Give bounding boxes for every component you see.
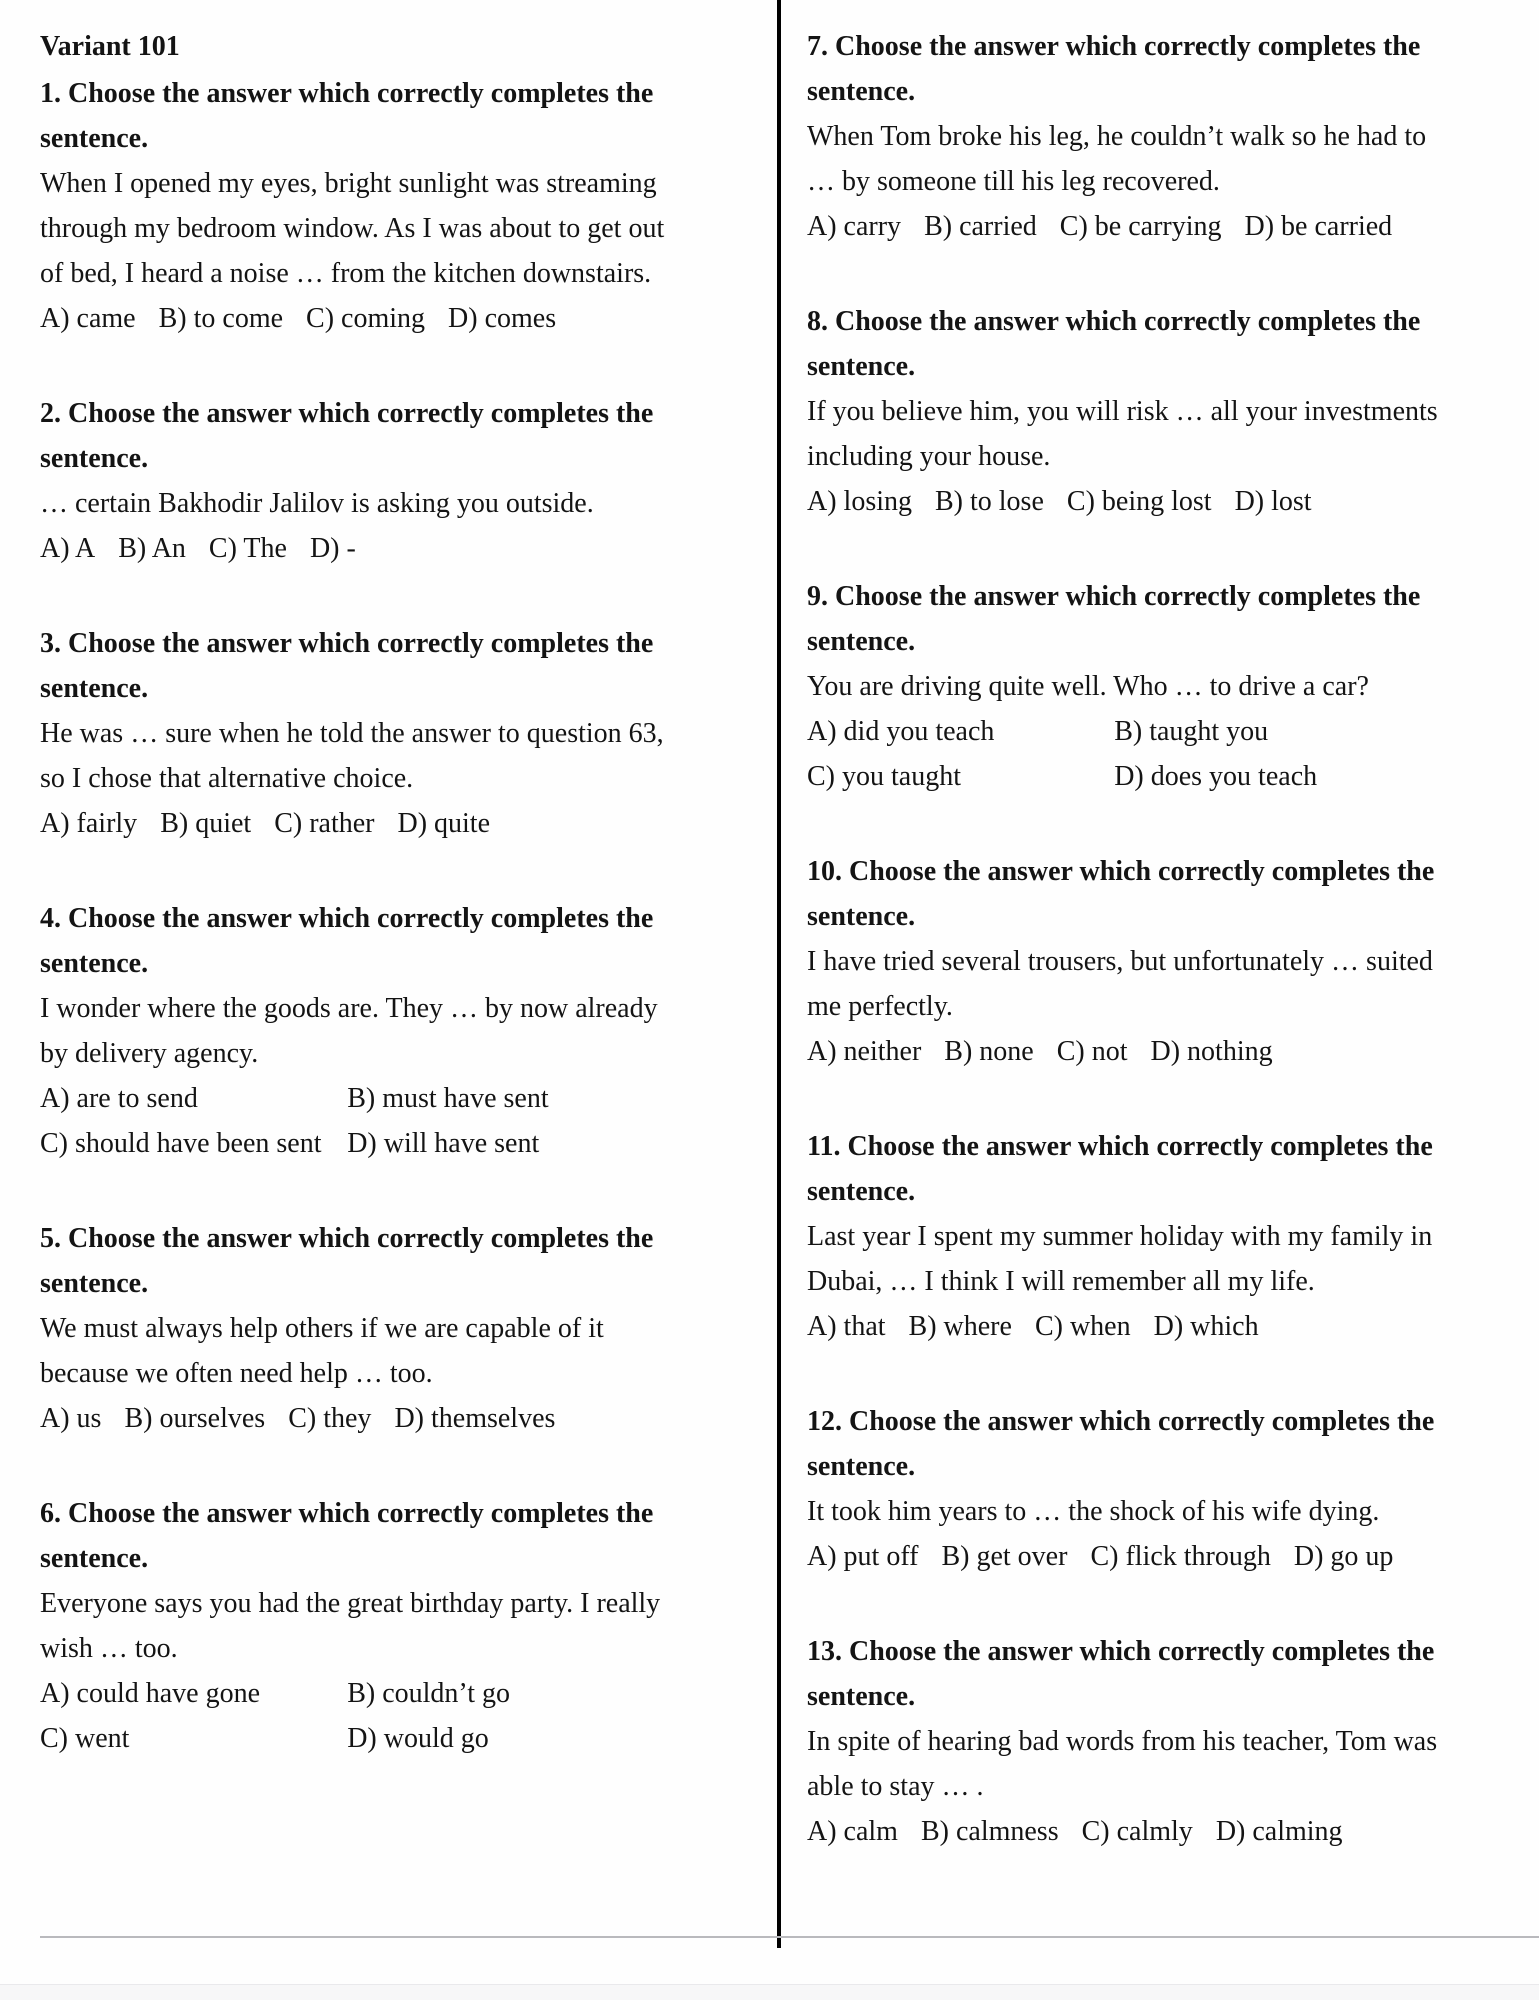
option-a: A) losing xyxy=(807,486,912,517)
option-a: A) us xyxy=(40,1403,102,1434)
column-divider xyxy=(777,0,781,1948)
option-a: A) did you teach xyxy=(807,716,995,747)
question-options xyxy=(807,1534,1447,1579)
option-d: D) quite xyxy=(397,808,491,839)
option-b: B) must have sent xyxy=(347,1083,549,1114)
question-sentence: Everyone says you had the great birthday party. I really wish … too. xyxy=(40,1588,661,1664)
option-c: C) when xyxy=(1034,1311,1131,1342)
question-options xyxy=(40,1671,680,1761)
page-title: Variant 101 xyxy=(40,31,180,62)
question-3 xyxy=(40,621,680,846)
question-sentence: … certain Bakhodir Jalilov is asking you outside. xyxy=(40,488,594,519)
question-options xyxy=(807,1029,1447,1074)
question-options xyxy=(40,526,680,571)
option-a: A) calm xyxy=(807,1816,898,1847)
question-heading: 7. Choose the answer which correctly completes the sentence. xyxy=(807,31,1421,107)
left-column xyxy=(0,0,777,1904)
question-11 xyxy=(807,1124,1447,1349)
option-c: C) should have been sent xyxy=(40,1128,322,1159)
option-b: B) taught you xyxy=(1114,716,1269,747)
option-b: B) ourselves xyxy=(124,1403,266,1434)
option-a: A) carry xyxy=(807,211,902,242)
bottom-rule xyxy=(40,1936,1539,1938)
question-6 xyxy=(40,1491,680,1761)
question-heading: 2. Choose the answer which correctly completes the sentence. xyxy=(40,398,654,474)
question-7 xyxy=(807,24,1447,249)
option-a: A) A xyxy=(40,533,96,564)
option-d: D) will have sent xyxy=(347,1128,540,1159)
option-b: B) get over xyxy=(941,1541,1068,1572)
option-a: A) neither xyxy=(807,1036,922,1067)
option-c: C) being lost xyxy=(1066,486,1212,517)
question-options xyxy=(807,1809,1447,1854)
question-sentence: If you believe him, you will risk … all your investments including your house. xyxy=(807,396,1438,472)
option-d: D) would go xyxy=(347,1723,489,1754)
option-c: C) be carrying xyxy=(1059,211,1222,242)
question-heading: 3. Choose the answer which correctly completes the sentence. xyxy=(40,628,654,704)
footer-strip xyxy=(0,1984,1539,2000)
question-sentence: I wonder where the goods are. They … by now already by delivery agency. xyxy=(40,993,658,1069)
question-heading: 9. Choose the answer which correctly completes the sentence. xyxy=(807,581,1421,657)
question-sentence: Last year I spent my summer holiday with my family in Dubai, … I think I will remember all my life. xyxy=(807,1221,1433,1297)
option-c: C) they xyxy=(288,1403,372,1434)
question-sentence: When I opened my eyes, bright sunlight was streaming through my bedroom window. As I was about to get out of bed, I heard a noise … from the kitchen downstairs. xyxy=(40,168,665,289)
option-a: A) fairly xyxy=(40,808,138,839)
option-b: B) couldn’t go xyxy=(347,1678,510,1709)
question-options xyxy=(807,709,1447,799)
question-options xyxy=(40,801,680,846)
option-c: C) went xyxy=(40,1723,130,1754)
option-c: C) rather xyxy=(274,808,375,839)
question-heading: 5. Choose the answer which correctly completes the sentence. xyxy=(40,1223,654,1299)
option-b: B) calmness xyxy=(920,1816,1059,1847)
question-2 xyxy=(40,391,680,571)
option-a: A) that xyxy=(807,1311,886,1342)
question-options xyxy=(807,1304,1447,1349)
question-heading: 12. Choose the answer which correctly completes the sentence. xyxy=(807,1406,1435,1482)
question-13 xyxy=(807,1629,1447,1854)
option-b: B) carried xyxy=(924,211,1037,242)
option-d: D) lost xyxy=(1234,486,1312,517)
question-12 xyxy=(807,1399,1447,1579)
question-sentence: When Tom broke his leg, he couldn’t walk so he had to … by someone till his leg recovered. xyxy=(807,121,1427,197)
option-c: C) calmly xyxy=(1081,1816,1193,1847)
question-sentence: I have tried several trousers, but unfortunately … suited me perfectly. xyxy=(807,946,1433,1022)
option-d: D) nothing xyxy=(1150,1036,1273,1067)
question-heading: 11. Choose the answer which correctly completes the sentence. xyxy=(807,1131,1433,1207)
question-options xyxy=(807,204,1447,249)
question-heading: 10. Choose the answer which correctly completes the sentence. xyxy=(807,856,1435,932)
question-options xyxy=(807,479,1447,524)
option-b: B) none xyxy=(944,1036,1034,1067)
option-d: D) go up xyxy=(1293,1541,1394,1572)
option-a: A) are to send xyxy=(40,1083,198,1114)
option-b: B) An xyxy=(118,533,186,564)
question-4 xyxy=(40,896,680,1166)
option-d: D) does you teach xyxy=(1114,761,1318,792)
question-1 xyxy=(40,71,680,341)
question-sentence: In spite of hearing bad words from his teacher, Tom was able to stay … . xyxy=(807,1726,1438,1802)
question-heading: 6. Choose the answer which correctly completes the sentence. xyxy=(40,1498,654,1574)
option-c: C) The xyxy=(208,533,287,564)
question-sentence: He was … sure when he told the answer to question 63, so I chose that alternative choice. xyxy=(40,718,664,794)
right-column xyxy=(777,0,1535,1904)
option-b: B) where xyxy=(908,1311,1012,1342)
question-sentence: We must always help others if we are capable of it because we often need help … too. xyxy=(40,1313,604,1389)
question-sentence: You are driving quite well. Who … to drive a car? xyxy=(807,671,1369,702)
option-b: B) quiet xyxy=(160,808,252,839)
option-a: A) put off xyxy=(807,1541,919,1572)
option-d: D) themselves xyxy=(394,1403,556,1434)
question-options xyxy=(40,1076,680,1166)
option-d: D) which xyxy=(1153,1311,1259,1342)
option-b: B) to lose xyxy=(935,486,1044,517)
option-c: C) you taught xyxy=(807,761,961,792)
question-heading: 1. Choose the answer which correctly completes the sentence. xyxy=(40,78,654,154)
option-c: C) coming xyxy=(306,303,426,334)
question-heading: 8. Choose the answer which correctly completes the sentence. xyxy=(807,306,1421,382)
option-a: A) could have gone xyxy=(40,1678,261,1709)
option-d: D) - xyxy=(309,533,356,564)
option-d: D) be carried xyxy=(1244,211,1393,242)
question-8 xyxy=(807,299,1447,524)
question-options xyxy=(40,1396,680,1441)
option-c: C) flick through xyxy=(1090,1541,1271,1572)
question-options xyxy=(40,296,680,341)
question-10 xyxy=(807,849,1447,1074)
option-b: B) to come xyxy=(158,303,284,334)
question-heading: 4. Choose the answer which correctly completes the sentence. xyxy=(40,903,654,979)
option-a: A) came xyxy=(40,303,136,334)
question-9 xyxy=(807,574,1447,799)
question-5 xyxy=(40,1216,680,1441)
option-d: D) calming xyxy=(1215,1816,1343,1847)
question-sentence: It took him years to … the shock of his wife dying. xyxy=(807,1496,1380,1527)
option-c: C) not xyxy=(1056,1036,1128,1067)
question-heading: 13. Choose the answer which correctly completes the sentence. xyxy=(807,1636,1435,1712)
option-d: D) comes xyxy=(448,303,557,334)
